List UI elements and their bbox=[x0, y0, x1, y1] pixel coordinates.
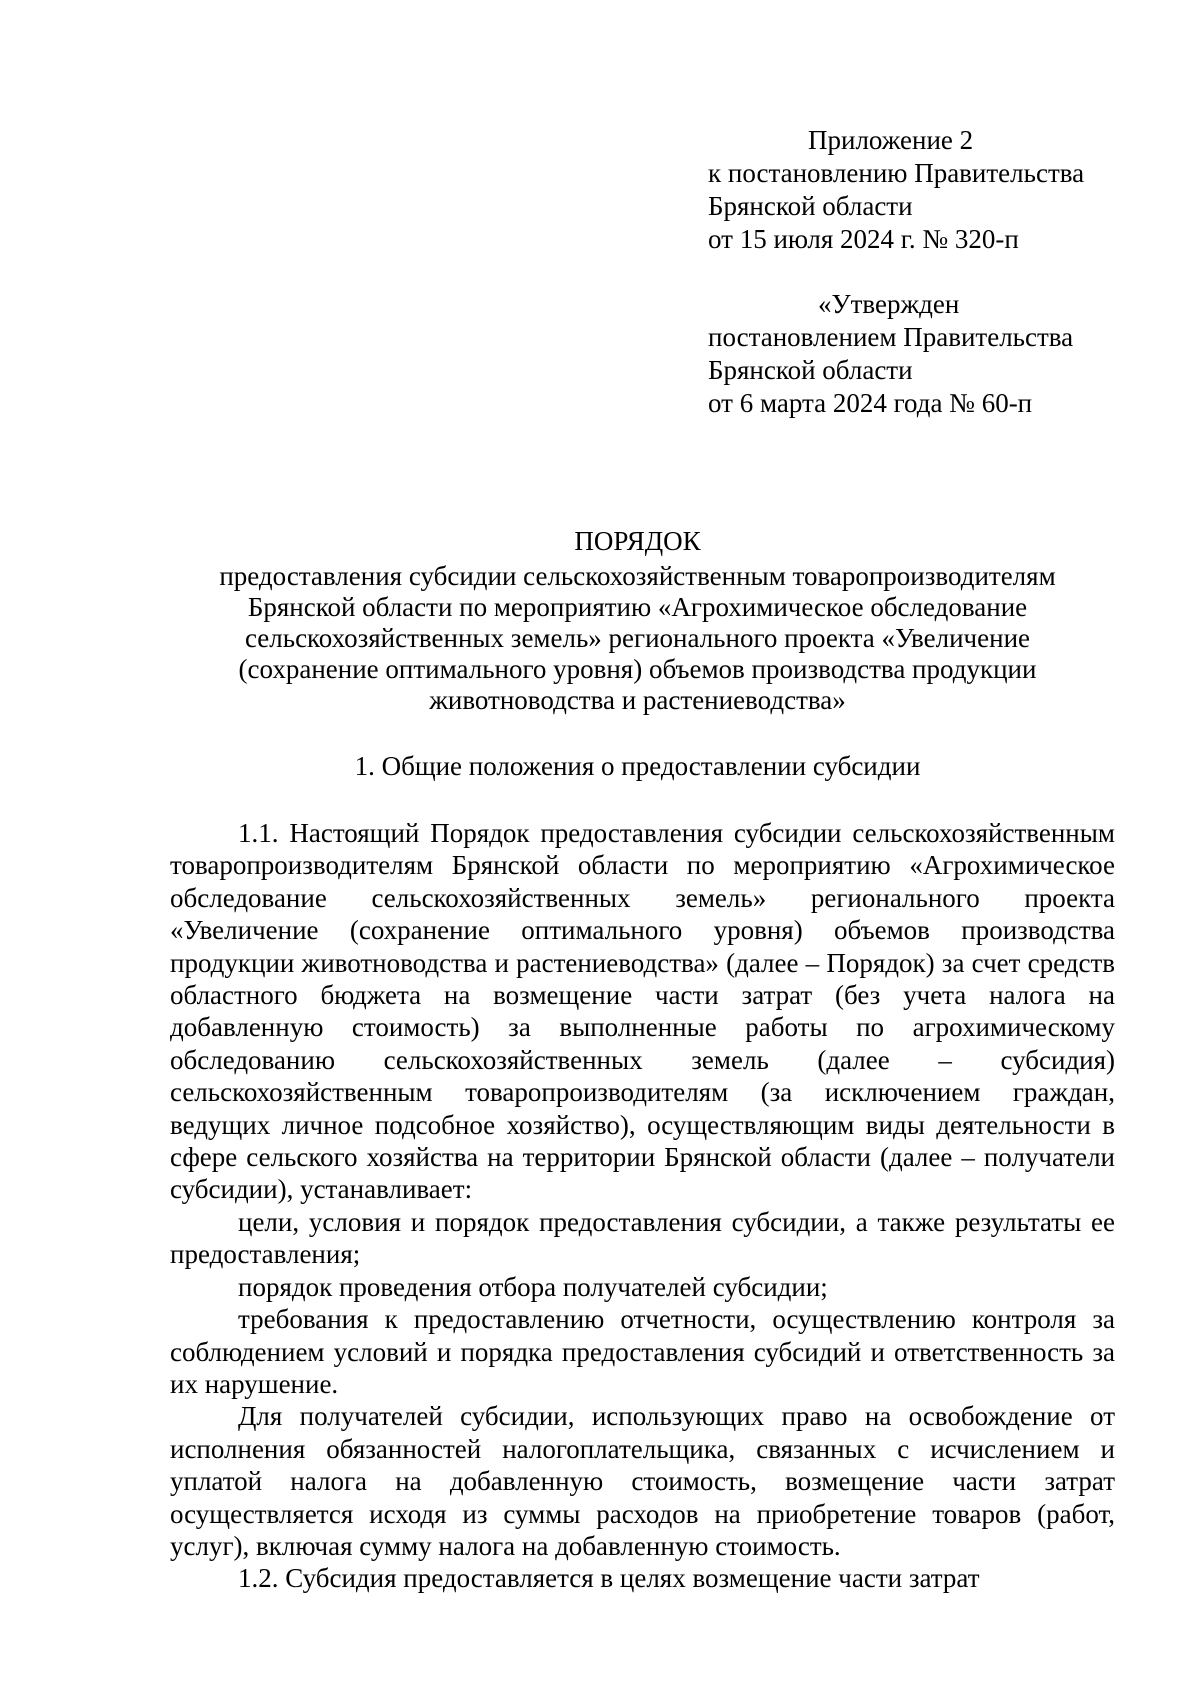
paragraph-reporting: требования к предоставлению отчетности, осуществлению контроля за соблюдением условий и порядка предоставления субсидий и ответственность за их нарушение. bbox=[170, 1304, 1115, 1399]
appendix-line-3: Брянской области bbox=[708, 191, 913, 221]
paragraph-goals: цели, условия и порядок предоставления субсидии, а также результаты ее предоставления; bbox=[170, 1206, 1115, 1270]
paragraph-selection: порядок проведения отбора получателей субсидии; bbox=[238, 1271, 828, 1302]
document-body bbox=[170, 817, 1115, 1595]
document-title: ПОРЯДОК bbox=[574, 526, 701, 556]
section-heading: 1. Общие положения о предоставлении субсидии bbox=[354, 751, 921, 781]
approved-date-number: от 6 марта 2024 года № 60-п bbox=[708, 388, 1033, 418]
paragraph-1-2: 1.2. Субсидия предоставляется в целях возмещение части затрат bbox=[238, 1563, 980, 1594]
appendix-reference-block bbox=[708, 124, 1148, 256]
appendix-number: Приложение 2 bbox=[808, 125, 974, 155]
paragraph-1-1: 1.1. Настоящий Порядок предоставления субсидии сельскохозяйственным товаропроизводителям Брянской области по мероприятию «Агрохимическое обследование сельскохозяйственных земель» регионального проекта «Увеличение (сохранение оптимального уровня) объемов производства продукции животноводства и растениеводства» (далее – Порядок) за счет средств областного бюджета на возмещение части затрат (без учета налога на добавленную стоимость) за выполненные работы по агрохимическому обследованию сельскохозяйственных земель (далее – субсидия) сельскохозяйственным товаропроизводителям (за исключением граждан, ведущих личное подсобное хозяйство), осуществляющим виды деятельности в сфере сельского хозяйства на территории Брянской области (далее – получатели субсидии), устанавливает: bbox=[170, 818, 1115, 1205]
approval-stamp-block bbox=[708, 288, 1148, 420]
appendix-date-number: от 15 июля 2024 г. № 320-п bbox=[708, 224, 1019, 254]
paragraph-vat: Для получателей субсидии, использующих право на освобождение от исполнения обязанностей налогоплательщика, связанных с исчислением и уплатой налога на добавленную стоимость, возмещение части затрат осуществляется исходя из суммы расходов на приобретение товаров (работ, услуг), включая сумму налога на добавленную стоимость. bbox=[170, 1401, 1115, 1561]
document-subtitle: предоставления субсидии сельскохозяйственным товаропроизводителям Брянской области по мероприятию «Агрохимическое обследование сельскохозяйственных земель» регионального проекта «Увеличение (сохранение оптимального уровня) объемов производства продукции животноводства и растениеводства» bbox=[219, 561, 1056, 715]
appendix-line-2: к постановлению Правительства bbox=[708, 158, 1085, 188]
approved-line-3: Брянской области bbox=[708, 355, 913, 385]
approved-heading: «Утвержден bbox=[818, 289, 960, 319]
approved-line-2: постановлением Правительства bbox=[708, 322, 1074, 352]
